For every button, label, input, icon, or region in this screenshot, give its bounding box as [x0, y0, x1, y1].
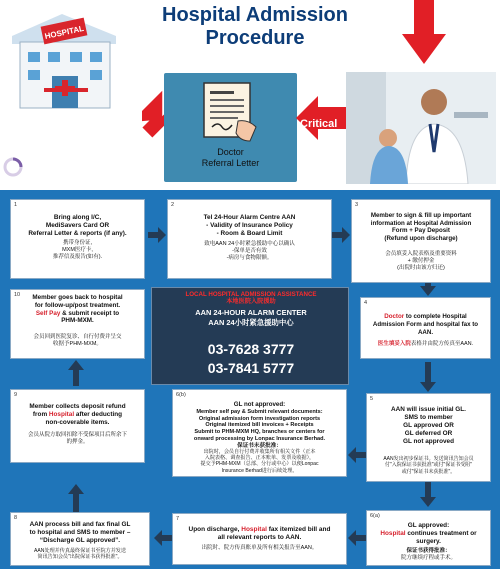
step-7-text — [176, 526, 343, 543]
step-3-line-2: information at Hospital Admission — [370, 219, 472, 227]
step-4-text — [364, 313, 487, 337]
step-4-line-2: Admission Form and hospital fax to — [372, 321, 479, 328]
step-4-cn — [364, 341, 487, 348]
step-6a-text — [370, 522, 487, 546]
step-number: 2 — [171, 202, 175, 208]
step-6a-line-2: continues treatment or — [405, 530, 477, 537]
step-6a-cn — [370, 548, 487, 562]
step-5-line-1: AAN will issue initial GL. — [391, 406, 466, 413]
self-pay-highlight: Self Pay — [35, 309, 61, 317]
step-7-line-1a: Upon discharge, — [188, 526, 242, 533]
doctor-highlight: Doctor — [384, 313, 405, 320]
step-4-line-3: AAN. — [417, 329, 434, 336]
phone-number-1[interactable]: 03-7628 3777 — [207, 341, 295, 357]
step-6a-line-3: surgery. — [416, 538, 441, 545]
step-2-text — [171, 214, 328, 238]
step-6b-box — [172, 389, 347, 477]
step-8-cn-1: AAN处理并传真最终保证书至院方并发送 — [34, 548, 126, 554]
step-2-line-2: - Validity of Insurance Policy — [206, 222, 293, 229]
step-1-cn-3: 推荐信及报告(如有). — [52, 253, 103, 260]
phone-number-2[interactable]: 03-7841 5777 — [207, 360, 295, 376]
step-9-cn — [14, 432, 141, 446]
step-7-cn-1: 出院时、院方传真账单及所有相关报告至AAN。 — [201, 545, 318, 551]
step-1-text — [14, 214, 141, 238]
step-4-cn-highlight: 医生填妥入院 — [377, 341, 411, 347]
flow-arrow-icon — [348, 530, 366, 546]
step-5-cn-1: AAN发出初步保证书。发送简讯告知会员 — [383, 456, 474, 462]
step-5-line-3: GL approved OR — [403, 422, 454, 429]
step-9-line-2a: from — [32, 411, 49, 418]
step-6b-line-6: onward processing by Lonpac Insurance Berhad. — [193, 435, 326, 442]
step-number: 8 — [14, 515, 18, 521]
step-6a-line-1: GL approved: — [407, 522, 450, 529]
step-8-box — [10, 512, 150, 566]
step-5-cn-2: 付"入院保证书获批准"或付"保证书受阻" — [384, 462, 473, 469]
step-1-cn-1: 携带身份证, — [62, 240, 93, 246]
step-10-cn-2: 收据予PHM-MXM。 — [53, 340, 102, 347]
doc-caption-line-1: Doctor — [217, 147, 244, 157]
step-5-cn-3: 或付"保证书未获批准"。 — [401, 468, 456, 475]
step-4-cn-rest: 表格并由院方传真至AAN. — [410, 341, 474, 347]
step-6b-cn — [176, 449, 343, 474]
step-6a-cn-1: 保证书获得批准： — [406, 548, 451, 554]
step-2-line-3: - Room & Board Limit — [216, 230, 283, 237]
loading-spinner-icon — [2, 156, 24, 178]
step-6b-line-5: Submit to PHM-MXM HQ, branches or centers for — [194, 429, 325, 436]
step-8-text — [14, 521, 146, 545]
step-9-line-2b: after deducting — [74, 411, 123, 418]
step-3-cn — [355, 251, 487, 271]
step-10-line-3: & submit receipt to — [60, 309, 120, 317]
hospital-highlight: Hospital — [48, 411, 75, 418]
step-8-line-2: to hospital and SMS to member – — [29, 529, 131, 536]
step-number: 6(a) — [370, 513, 380, 519]
step-6b-line-4: Original itemized bill invoices + Receipts — [205, 422, 314, 429]
step-6b-text — [176, 402, 343, 450]
step-8-cn-2: 简讯告知会员"出院保证书获得批准"。 — [37, 554, 123, 561]
doc-caption-line-2: Referral Letter — [201, 158, 260, 168]
step-1-cn — [14, 240, 141, 260]
step-6a-box — [366, 510, 491, 566]
critical-label: Critical — [300, 118, 338, 130]
step-3-cn-1: 会员填妥入院表格及重要资料 — [385, 251, 457, 257]
alarm-center-phones — [152, 340, 350, 378]
step-10-cn — [14, 334, 141, 348]
flow-arrow-icon — [420, 482, 436, 507]
step-6b-cn-4: Insurance Berhad进行后续处理。 — [221, 467, 298, 474]
step-7-box — [172, 513, 347, 565]
step-6b-cn-heading: 保证书未获批准： — [237, 442, 282, 449]
step-6b-line-2: Member self pay & Submit relevant documents: — [196, 408, 323, 415]
alarm-center-name-cn: AAN 24小时紧急援助中心 — [208, 317, 294, 327]
step-5-line-4: GL deferred OR — [404, 430, 453, 437]
step-5-line-2: SMS to member — [404, 414, 453, 421]
flow-arrow-icon — [332, 227, 350, 243]
step-5-cn — [370, 456, 487, 475]
alarm-center-name-en: AAN 24-HOUR ALARM CENTER — [195, 308, 307, 317]
step-2-cn-1: 致电AAN 24小时紧急援助中心以确认 — [204, 241, 295, 247]
step-3-line-4: (Refund upon discharge) — [384, 234, 458, 242]
step-1-line-3: Referral Letter & reports (if any). — [28, 230, 127, 237]
hospital-building-icon — [4, 6, 124, 111]
hospital-highlight: Hospital — [380, 530, 406, 537]
step-3-line-3: Form + Pay Deposit — [392, 227, 450, 235]
step-8-line-3: “Discharge GL approved”. — [39, 537, 121, 544]
step-number: 10 — [14, 292, 21, 298]
step-3-cn-3: (出院时由该方归还) — [397, 264, 445, 271]
step-9-line-1: Member collects deposit refund — [29, 403, 126, 410]
step-number: 6(b) — [176, 392, 186, 398]
step-1-box — [10, 199, 145, 279]
referral-letter-caption — [164, 147, 297, 169]
step-number: 9 — [14, 392, 18, 398]
hospital-highlight: Hospital — [241, 526, 267, 533]
step-10-line-2: for follow-up/post treatment. — [34, 301, 121, 309]
alarm-center-heading — [152, 291, 350, 306]
step-6b-line-3: Original admission form investigation reports — [198, 415, 321, 422]
step-9-text — [14, 403, 141, 427]
step-4-line-1: to complete Hospital — [404, 313, 467, 320]
step-5-text — [370, 406, 487, 446]
step-3-text — [355, 212, 487, 242]
step-9-box — [10, 389, 145, 463]
step-4-box — [360, 297, 491, 359]
step-7-line-2: all relevant reports to AAN. — [217, 534, 302, 542]
flow-arrow-icon — [154, 530, 172, 546]
step-6b-line-1: GL not approved: — [233, 401, 286, 408]
doctor-photo — [346, 72, 496, 184]
step-10-cn-1: 会员回到医院复诊、自行付费并呈交 — [33, 334, 122, 340]
step-3-line-1: Member to sign & fill up important — [370, 212, 472, 219]
step-9-cn-2: 的押金。 — [66, 438, 89, 445]
alarm-center-subheading — [152, 308, 350, 327]
step-2-cn-3: -病房与食物限额。 — [226, 254, 273, 261]
alarm-center-title-cn: 本地医院入院援助 — [226, 298, 276, 306]
step-6a-cn-2: 院方继续疗程或手术。 — [400, 554, 456, 561]
step-number: 5 — [370, 396, 374, 402]
alarm-center-panel — [151, 287, 349, 385]
step-10-box — [10, 289, 145, 359]
step-number: 3 — [355, 202, 359, 208]
step-2-line-1: Tel 24-Hour Alarm Centre AAN — [203, 214, 296, 221]
step-1-line-1: Bring along I/C, — [53, 214, 102, 221]
header-banner — [0, 0, 500, 190]
step-9-line-3: non-coverable items. — [45, 419, 110, 426]
flow-arrow-icon — [148, 227, 166, 243]
step-number: 4 — [364, 300, 368, 306]
step-9-cn-1: 会员从院方取回扣除不受保项目后所余下 — [27, 432, 127, 438]
step-2-box — [167, 199, 332, 279]
step-6b-cn-3: 提交予PHM-MXM（总部、分行或中心）以便Lonpac — [200, 461, 319, 468]
step-8-line-1: AAN process bill and fax final GL — [29, 521, 131, 528]
hospital-sign: HOSPITAL — [43, 23, 85, 42]
step-5-box — [366, 393, 491, 482]
page-title — [150, 4, 360, 50]
step-3-cn-2: + 缴付押金 — [407, 257, 435, 264]
step-10-line-1: Member goes back to hospital — [32, 294, 123, 301]
step-10-text — [14, 294, 141, 325]
referral-letter-icon — [198, 81, 262, 143]
step-3-box — [351, 199, 491, 283]
step-number: 1 — [14, 202, 18, 208]
step-number: 7 — [176, 516, 180, 522]
flow-arrow-icon — [68, 360, 84, 386]
step-10-line-4: PHM-MXM. — [61, 317, 94, 325]
flow-arrow-icon — [348, 447, 366, 463]
step-6b-cn-2: 入院表格、调查报告、正本账单、发票及收据）， — [204, 455, 315, 462]
title-line-2: Procedure — [205, 27, 305, 49]
step-2-cn — [171, 241, 328, 261]
flow-arrow-icon — [68, 484, 84, 512]
alarm-center-title-en: LOCAL HOSPITAL ADMISSION ASSISTANCE — [185, 291, 317, 298]
step-6b-cn-1: 出院时，会员自行付费并收集所有相关文件（正本 — [203, 449, 316, 455]
step-8-cn — [14, 548, 146, 561]
arrow-down-icon — [402, 0, 446, 64]
step-1-cn-2: MXM医疗卡, — [62, 246, 93, 253]
referral-letter-card — [164, 73, 297, 182]
title-line-1: Hospital Admission — [162, 4, 348, 26]
step-1-line-2: MediSavers Card OR — [45, 222, 110, 229]
flow-arrow-icon — [420, 362, 436, 392]
step-2-cn-2: -保单是否有效 — [232, 247, 267, 254]
step-5-line-5: GL not approved — [402, 438, 454, 445]
step-7-line-1b: fax itemized bill and — [266, 526, 331, 533]
step-7-cn — [176, 545, 343, 552]
